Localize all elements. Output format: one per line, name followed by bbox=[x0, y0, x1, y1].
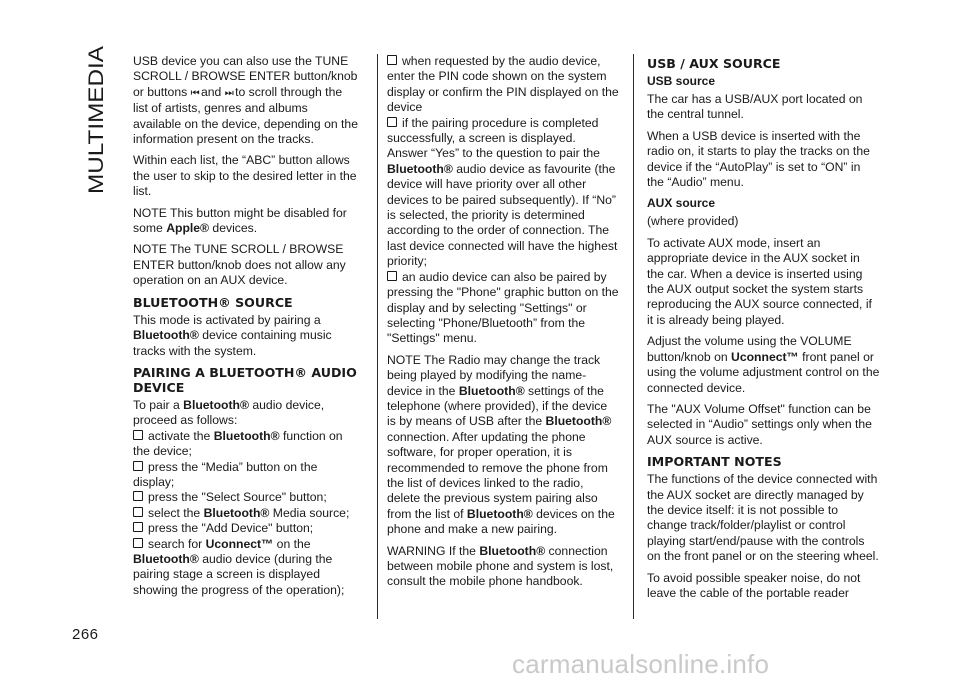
column-2 bbox=[387, 54, 619, 596]
text: Media source; bbox=[269, 505, 350, 520]
subheading-usb-source: USB source bbox=[647, 74, 716, 88]
previous-track-icon: ⏮ bbox=[190, 87, 198, 99]
brand-term: Bluetooth® bbox=[479, 543, 546, 558]
text: This mode is activated by pairing a bbox=[133, 312, 321, 327]
brand-term: Bluetooth® bbox=[545, 414, 612, 429]
bullet-icon bbox=[133, 430, 143, 440]
watermark: carmanualsonline.info bbox=[512, 649, 770, 679]
text: settings of the telephone (where provided), if the device is by means of USB after the bbox=[387, 383, 608, 429]
bullet-icon bbox=[133, 461, 143, 471]
brand-term: Bluetooth® bbox=[466, 506, 533, 521]
section-heading-pairing: PAIRING A BLUETOOTH® AUDIO DEVICE bbox=[133, 364, 357, 395]
brand-term: Bluetooth® bbox=[387, 161, 453, 176]
note bbox=[133, 206, 358, 237]
text: devices on the phone and make a new pairing. bbox=[387, 506, 615, 537]
text: press the "Select Source" button; bbox=[148, 490, 327, 505]
note bbox=[387, 353, 619, 538]
text: audio device (during the pairing stage a screen is displayed showing the progress of the operation); bbox=[133, 551, 345, 597]
text: an audio device can also be paired by pressing the "Phone" graphic button on the display and by selecting "Settings" or selecting "Phone/Bluetooth” from the "Settings" menu. bbox=[387, 269, 619, 346]
list-item bbox=[133, 506, 358, 521]
text: press the “Media” button on the display; bbox=[133, 459, 318, 489]
text: connection between mobile phone and system is lost, consult the mobile phone handbook. bbox=[387, 543, 614, 589]
paragraph bbox=[133, 54, 358, 147]
paragraph bbox=[133, 313, 358, 359]
paragraph: The functions of the device connected with the AUX socket are directly managed by the device itself: it is not possible to change track/folder/playlist or control playing start/end/pause with the controls on the front panel or on the steering wheel. bbox=[647, 472, 879, 564]
chapter-title bbox=[77, 44, 113, 194]
text: if the pairing procedure is completed successfully, a screen is displayed. Answer “Yes” to the question to pair the bbox=[387, 115, 600, 161]
paragraph: When a USB device is inserted with the radio on, it starts to play the tracks on the device if the “AutoPlay” is set to “ON” in the “Audio” menu. bbox=[647, 128, 870, 190]
text: connection. After updating the phone software, for proper operation, it is recommended to remove the phone from the list of devices linked to the radio, delete the previous system pairing also from the list of bbox=[387, 429, 608, 521]
text: and bbox=[197, 84, 225, 99]
brand-term: Uconnect™ bbox=[205, 536, 274, 551]
text: to scroll through the list of artists, genres and albums available on the device, depending on the information present on the tracks. bbox=[133, 84, 358, 147]
bullet-icon bbox=[387, 117, 397, 127]
paragraph bbox=[647, 334, 880, 396]
text: NOTE This button might be disabled for some bbox=[133, 205, 347, 236]
section-heading-important-notes: IMPORTANT NOTES bbox=[647, 454, 782, 470]
paragraph: The "AUX Volume Offset" function can be selected in “Audio” settings only when the AUX source is active. bbox=[647, 401, 872, 447]
note: NOTE The TUNE SCROLL / BROWSE ENTER button/knob does not allow any operation on an AUX device. bbox=[133, 242, 346, 288]
text: Adjust the volume using the VOLUME button/knob on bbox=[647, 334, 852, 364]
list-item bbox=[133, 460, 358, 491]
paragraph: To avoid possible speaker noise, do not leave the cable of the portable reader bbox=[647, 570, 861, 600]
list-item bbox=[387, 270, 619, 347]
paragraph: (where provided) bbox=[647, 214, 739, 229]
paragraph bbox=[133, 398, 358, 429]
text: NOTE The Radio may change the track being played by modifying the name-device in the bbox=[387, 352, 601, 398]
text: audio device, proceed as follows: bbox=[133, 397, 325, 428]
paragraph: To activate AUX mode, insert an appropriate device in the AUX socket in the car. When a device is inserted using the AUX output socket the system starts reproducing the AUX source connected, if it is already being played. bbox=[647, 235, 872, 327]
text: activate the bbox=[148, 428, 214, 443]
chapter-title-text: MULTIMEDIA bbox=[85, 66, 108, 194]
text: USB device you can also use the TUNE SCROLL / BROWSE ENTER button/knob or buttons bbox=[133, 54, 358, 99]
text: function on the device; bbox=[133, 428, 343, 459]
text: select the bbox=[148, 505, 204, 520]
column-3 bbox=[647, 54, 880, 607]
brand-term: Bluetooth® bbox=[458, 383, 525, 398]
text: front panel or using the volume adjustment control on the connected device. bbox=[647, 349, 880, 395]
bullet-icon bbox=[133, 538, 143, 548]
paragraph: Within each list, the “ABC” button allows the user to skip to the desired letter in the list. bbox=[133, 153, 357, 199]
text: press the "Add Device" button; bbox=[148, 521, 314, 536]
list-item bbox=[133, 537, 358, 599]
subheading-aux-source: AUX source bbox=[647, 196, 716, 211]
bullet-icon bbox=[387, 271, 397, 281]
text: audio device as favourite (the device will have priority over all other devices to be paired subsequently). If “No” is selected, the priority is determined according to the order of connection. The last device connected will have the highest priority; bbox=[387, 161, 618, 269]
brand-term: Bluetooth® bbox=[183, 397, 249, 412]
brand-term: Uconnect™ bbox=[731, 349, 799, 364]
warning bbox=[387, 544, 619, 590]
list-item bbox=[133, 521, 358, 536]
brand-term: Bluetooth® bbox=[133, 328, 199, 343]
bullet-icon bbox=[387, 55, 397, 65]
brand-term: Bluetooth® bbox=[133, 551, 199, 566]
section-heading-usb-aux: USB / AUX SOURCE bbox=[647, 56, 781, 71]
brand-term: Apple® bbox=[166, 221, 210, 236]
column-divider-1 bbox=[377, 54, 378, 619]
text: search for bbox=[148, 536, 206, 551]
list-item bbox=[387, 116, 619, 270]
brand-term: Bluetooth® bbox=[213, 428, 280, 443]
list-item bbox=[133, 490, 358, 505]
list-item bbox=[133, 429, 358, 460]
section-heading-bluetooth-source: BLUETOOTH® SOURCE bbox=[133, 294, 293, 310]
column-1 bbox=[133, 54, 358, 598]
bullet-icon bbox=[133, 491, 143, 501]
chapter-title-graphic bbox=[77, 44, 113, 194]
column-divider-2 bbox=[633, 54, 634, 619]
page-number: 266 bbox=[72, 626, 99, 643]
text: when requested by the audio device, enter the PIN code shown on the system display or confirm the PIN displayed on the device bbox=[387, 54, 619, 115]
text: device containing music tracks with the system. bbox=[133, 328, 332, 358]
bullet-icon bbox=[133, 507, 143, 517]
bullet-icon bbox=[133, 522, 143, 532]
next-track-icon: ⏭ bbox=[224, 87, 232, 99]
text: To pair a bbox=[133, 397, 184, 412]
brand-term: Bluetooth® bbox=[203, 505, 270, 520]
list-item bbox=[387, 54, 619, 116]
text: devices. bbox=[209, 221, 258, 236]
text: WARNING If the bbox=[387, 543, 480, 558]
paragraph: The car has a USB/AUX port located on the central tunnel. bbox=[647, 92, 863, 122]
text: on the bbox=[273, 536, 311, 551]
